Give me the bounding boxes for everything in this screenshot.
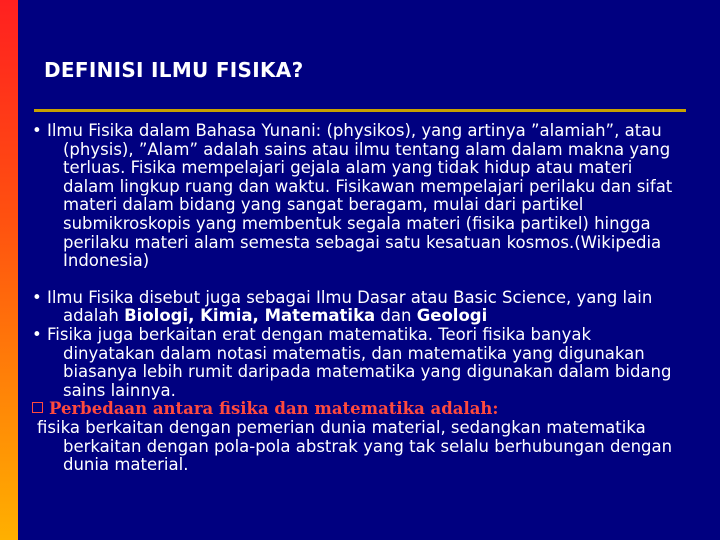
paragraph-definition: • Ilmu Fisika dalam Bahasa Yunani: (physikos), yang artinya ”alamiah”, atau (physis), ”Alam” adalah sains atau ilmu tentang alam dalam makna yang terluas. Fisika mempelajari gejala alam yang tidak hidup atau materi dalam lingkup ruang dan waktu. Fisikawan mempelajari perilaku dan sifat materi dalam bidang yang sangat beragam, mulai dari partikel submikroskopis yang membentuk segala materi (fisika partikel) hingga perilaku materi alam semesta sebagai satu kesatuan kosmos.(Wikipedia Indonesia) <box>32 121 673 271</box>
slide-body <box>26 122 686 475</box>
paragraph-difference: fisika berkaitan dengan pemerian dunia material, sedangkan matematika berkaitan dengan pola-pola abstrak yang tak selalu berhubungan dengan dunia material. <box>37 417 673 475</box>
paragraph-math-relation: • Fisika juga berkaitan erat dengan matematika. Teori fisika banyak dinyatakan dalam notasi matematis, dan matematika yang digunakan biasanya lebih rumit daripada matematika yang digunakan dalam bidang sains lainnya. <box>32 324 672 400</box>
left-accent-stripe <box>0 0 18 540</box>
bold-sciences: Biologi, Kimia, Matematika <box>124 306 376 326</box>
difference-heading-text: Perbedaan antara fisika dan matematika adalah: <box>49 399 499 419</box>
paragraph-basic-science <box>26 289 686 326</box>
title-divider <box>34 109 686 112</box>
paragraph-basic-science-text: • Ilmu Fisika disebut juga sebagai Ilmu Dasar atau Basic Science, yang lain adalah <box>32 287 653 326</box>
square-bullet-icon <box>32 402 43 413</box>
paragraph-connector: dan <box>375 306 417 326</box>
bold-geology: Geologi <box>416 306 488 326</box>
paragraph-difference-heading <box>26 400 686 419</box>
slide-title: DEFINISI ILMU FISIKA? <box>44 58 304 82</box>
